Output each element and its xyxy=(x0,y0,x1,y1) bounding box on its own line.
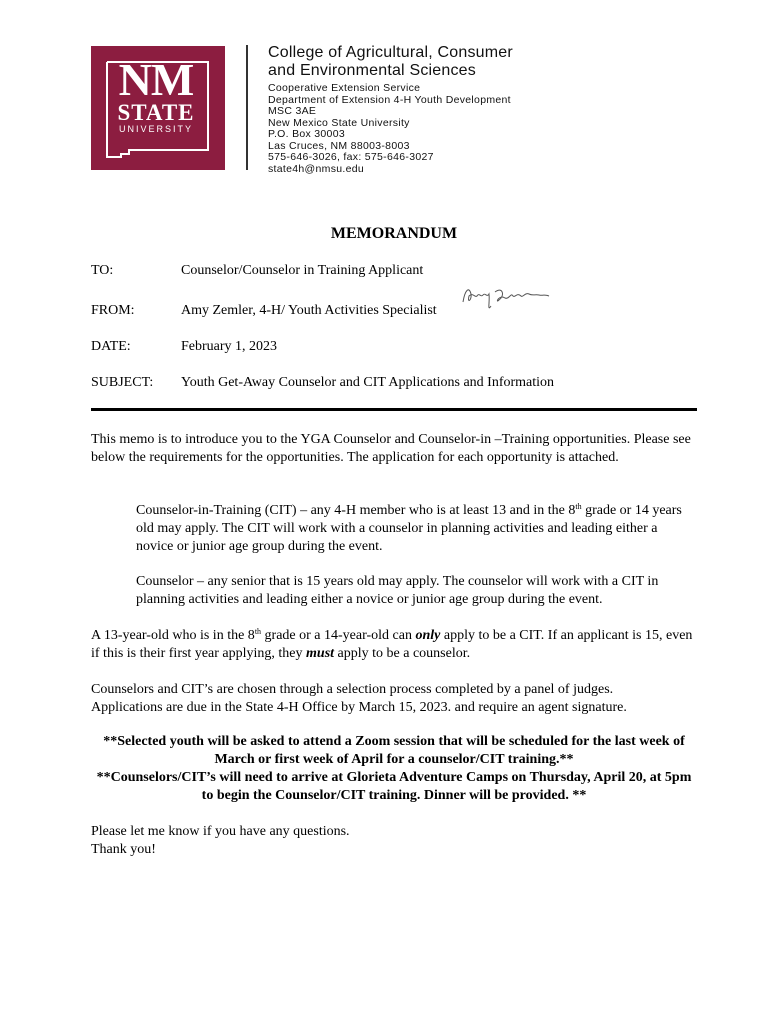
age-emphasis-must: must xyxy=(306,646,335,661)
selection-paragraph xyxy=(91,681,681,717)
selection-text: Counselors and CIT’s are chosen through a selection process completed by a panel of judges. Applications are due in the State 4-H Office by March 15, 2023. and require an agent signature. xyxy=(91,682,627,715)
header-rule xyxy=(91,408,697,411)
cit-text xyxy=(136,502,696,556)
logo-university: UNIVERSITY xyxy=(118,124,193,134)
to-label: TO: xyxy=(91,263,114,278)
subject-value: Youth Get-Away Counselor and CIT Applications and Information xyxy=(181,375,555,390)
age-text-d: apply to be a counselor. xyxy=(334,646,471,661)
college-name-line2: and Environmental Sciences xyxy=(268,62,476,79)
logo-state: STATE xyxy=(117,100,195,125)
arrival-note: **Counselors/CIT’s will need to arrive at Glorieta Adventure Camps on Thursday, April 20, at 5pm to begin the Counselor/CIT training. Dinner will be provided. ** xyxy=(96,770,692,803)
address-line: Las Cruces, NM 88003-8003 xyxy=(268,139,410,152)
college-name-line1: College of Agricultural, Consumer xyxy=(268,44,513,61)
address-line: P.O. Box 30003 xyxy=(268,128,345,140)
address-line: Cooperative Extension Service xyxy=(268,82,421,94)
age-text xyxy=(91,627,697,663)
age-emphasis-only: only xyxy=(415,628,441,643)
address-email: state4h@nmsu.edu xyxy=(268,162,365,175)
age-paragraph xyxy=(91,627,697,663)
age-sup: th xyxy=(254,627,262,636)
cit-sup: th xyxy=(575,502,582,511)
letterhead-address xyxy=(268,83,513,175)
nmsu-logo xyxy=(91,46,225,170)
date-value: February 1, 2023 xyxy=(181,339,278,354)
to-value: Counselor/Counselor in Training Applicant xyxy=(181,263,424,278)
address-line: New Mexico State University xyxy=(268,116,410,129)
memo-title: MEMORANDUM xyxy=(330,225,458,242)
age-text-c: apply to be a CIT. If an applicant is 15, even if this is their first year applying, they xyxy=(91,628,693,661)
from-value: Amy Zemler, 4-H/ Youth Activities Specialist xyxy=(181,303,437,318)
cit-text-a: Counselor-in-Training (CIT) – any 4-H member who is at least 13 and in the 8 xyxy=(136,503,576,518)
age-text-a: A 13-year-old who is in the 8 xyxy=(91,628,255,643)
cit-paragraph xyxy=(136,502,696,556)
important-notes xyxy=(91,733,697,805)
age-text-b: grade or a 14-year-old can xyxy=(261,628,416,643)
cit-text-b: grade or 14 years old may apply. The CIT will work with a counselor in planning activities and leading either a novice or junior age group during the event. xyxy=(136,503,682,554)
address-line: MSC 3AE xyxy=(268,105,317,117)
intro-text: This memo is to introduce you to the YGA Counselor and Counselor-in –Training opportunities. Please see below the requirements for the opportunities. The application for each opportunity is attached. xyxy=(91,432,691,465)
from-label: FROM: xyxy=(91,303,135,318)
letterhead xyxy=(268,44,513,175)
counselor-paragraph xyxy=(136,573,692,609)
logo-nm: NM xyxy=(118,54,194,105)
signature-image xyxy=(459,282,554,318)
subject-label: SUBJECT: xyxy=(91,375,154,390)
counselor-text: Counselor – any senior that is 15 years old may apply. The counselor will work with a CIT in planning activities and leading either a novice or junior age group during the event. xyxy=(136,574,659,607)
intro-paragraph xyxy=(91,431,691,467)
letterhead-divider xyxy=(246,45,248,170)
address-line: Department of Extension 4-H Youth Development xyxy=(268,93,511,106)
zoom-session-note: **Selected youth will be asked to attend a Zoom session that will be scheduled for the last week of March or first week of April for a counselor/CIT training.** xyxy=(103,734,685,767)
date-label: DATE: xyxy=(91,339,131,354)
address-line: 575-646-3026, fax: 575-646-3027 xyxy=(268,151,434,163)
closing xyxy=(91,823,691,859)
closing-question: Please let me know if you have any questions. xyxy=(91,824,350,839)
closing-thanks: Thank you! xyxy=(91,842,156,857)
